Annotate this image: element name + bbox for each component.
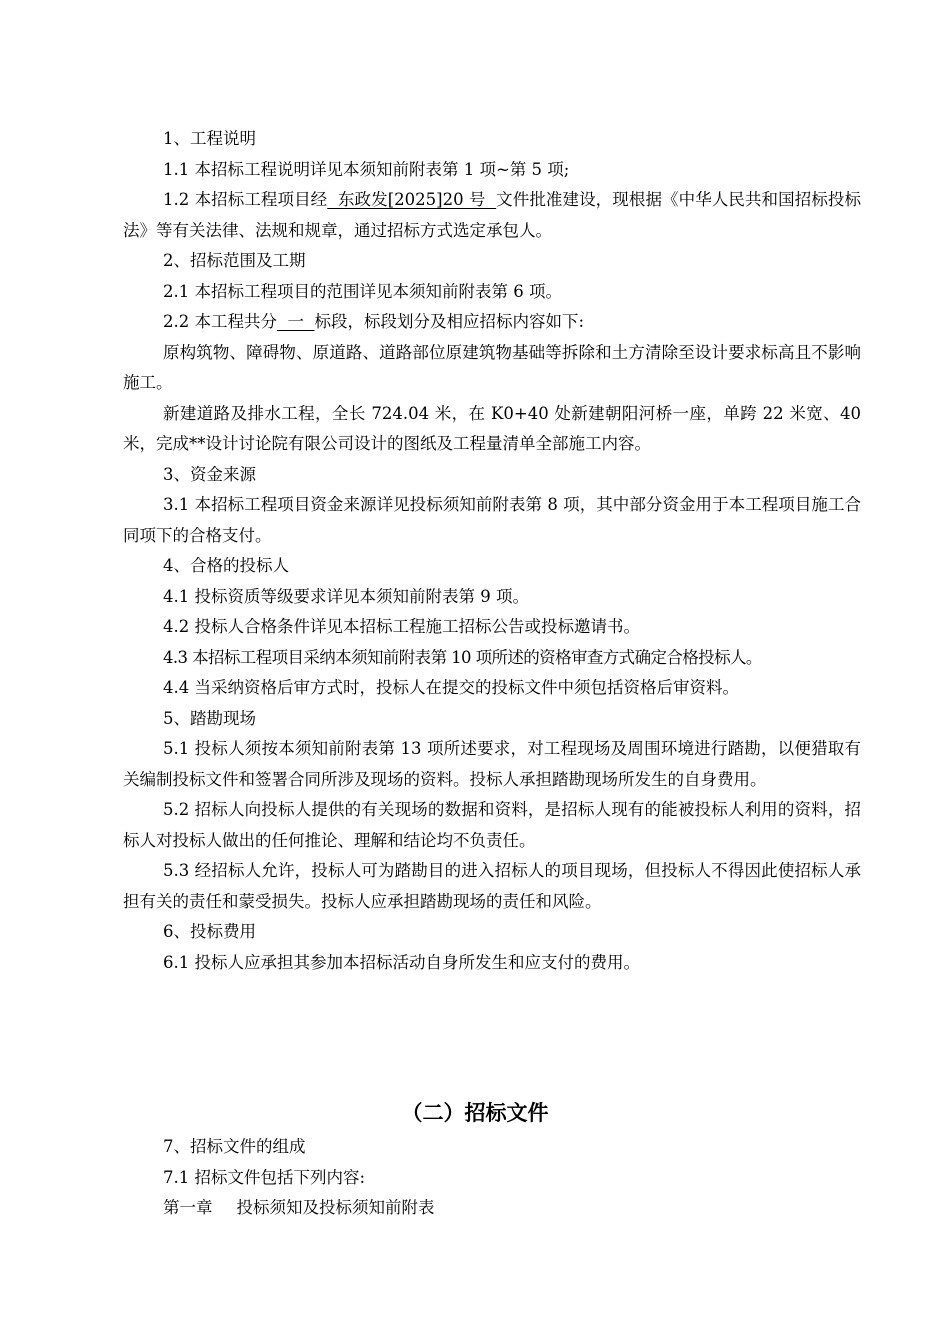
paragraph-4-3: 4.3 本招标工程项目采纳本须知前附表第 10 项所述的资格审查方式确定合格投标人。: [163, 647, 762, 667]
paragraph-2-2: [123, 307, 861, 338]
section-title-tender-documents: （二）招标文件: [401, 1100, 549, 1125]
heading-scope-and-period: 2、招标范围及工期: [163, 251, 306, 270]
paragraph-2-2-suffix: 标段，标段划分及相应招标内容如下:: [314, 312, 585, 331]
paragraph-1-2: [123, 185, 861, 246]
paragraph-5-3: 5.3 经招标人允许，投标人可为踏勘目的进入招标人的项目现场，但投标人不得因此使招标人承担有关的责任和蒙受损失。投标人应承担踏勘现场的责任和风险。: [123, 861, 861, 911]
paragraph-1-1: 1.1 本招标工程说明详见本须知前附表第 1 项~第 5 项;: [163, 159, 570, 179]
paragraph-1-2-prefix: 1.2 本招标工程项目经: [163, 190, 328, 209]
paragraph-5-2: 5.2 招标人向投标人提供的有关现场的数据和资料，是招标人现有的能被投标人利用的资料，招标人对投标人做出的任何推论、理解和结论均不负责任。: [123, 800, 861, 850]
paragraph-4-2: 4.2 投标人合格条件详见本招标工程施工招标公告或投标邀请书。: [163, 617, 640, 636]
heading-funding-source: 3、资金来源: [163, 464, 256, 484]
lot-count: 一: [277, 312, 315, 331]
chapter-1-entry: [123, 1193, 861, 1224]
approval-document-number: 东政发[2025]20 号: [327, 190, 497, 209]
paragraph-2-1: 2.1 本招标工程项目的范围详见本须知前附表第 6 项。: [163, 281, 562, 301]
paragraph-4-4: 4.4 当采纳资格后审方式时，投标人在提交的投标文件中须包括资格后审资料。: [163, 678, 739, 697]
scope-road-and-drainage: 新建道路及排水工程，全长 724.04 米，在 K0+40 处新建朝阳河桥一座，单跨 22 米宽、40 米，完成**设计讨论院有限公司设计的图纸及工程量清单全部施工内容。: [123, 403, 861, 453]
paragraph-5-1: 5.1 投标人须按本须知前附表第 13 项所述要求，对工程现场及周围环境进行踏勘，以便猎取有关编制投标文件和签署合同所涉及现场的资料。投标人承担踏勘现场所发生的自身费用。: [123, 739, 861, 789]
paragraph-6-1: 6.1 投标人应承担其参加本招标活动自身所发生和应支付的费用。: [163, 952, 640, 972]
paragraph-7-1: 7.1 招标文件包括下列内容:: [163, 1167, 366, 1187]
chapter-1-title: 投标须知及投标须知前附表: [236, 1198, 435, 1217]
heading-eligible-bidders: 4、合格的投标人: [163, 556, 289, 575]
paragraph-3-1: 3.1 本招标工程项目资金来源详见投标须知前附表第 8 项，其中部分资金用于本工程项目施工合同项下的合格支付。: [123, 495, 861, 545]
paragraph-1-2-suffix: 文件批准建设，现根据《中华人民共和国招标投标法》等有关法律、法规和规章，通过招标方式选定承包人。: [123, 190, 861, 240]
heading-site-visit: 5、踏勘现场: [163, 708, 256, 728]
paragraph-2-2-prefix: 2.2 本工程共分: [163, 312, 277, 331]
chapter-1-number: 第一章: [163, 1198, 213, 1217]
paragraph-4-1: 4.1 投标资质等级要求详见本须知前附表第 9 项。: [163, 586, 529, 606]
heading-bidding-costs: 6、投标费用: [163, 922, 256, 941]
section-1-body: [123, 124, 861, 978]
section-2-body: [123, 1132, 861, 1224]
scope-demolition: 原构筑物、障碍物、原道路、道路部位原建筑物基础等拆除和土方清除至设计要求标高且不影响施工。: [123, 342, 861, 392]
heading-tender-document-composition: 7、招标文件的组成: [163, 1137, 306, 1156]
heading-project-description: 1、工程说明: [163, 129, 256, 148]
